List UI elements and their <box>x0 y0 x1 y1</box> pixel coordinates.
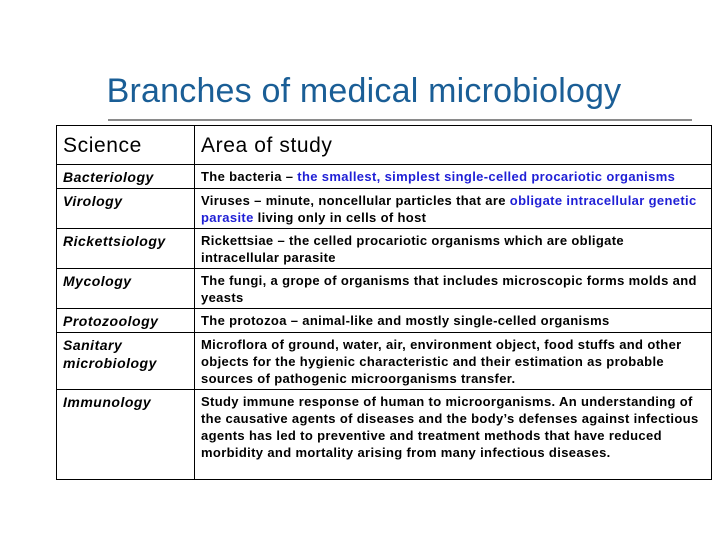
area-cell <box>195 189 712 229</box>
area-text: Viruses – minute, noncellular particles that are <box>201 193 510 208</box>
table-row <box>57 390 712 480</box>
header-science: Science <box>57 126 195 165</box>
table-row <box>57 229 712 269</box>
table-row <box>57 189 712 229</box>
area-highlight: obligate intracellular genetic parasite <box>201 193 697 225</box>
area-text: The bacteria – <box>201 169 298 184</box>
science-cell: Virology <box>57 189 195 229</box>
science-cell: Rickettsiology <box>57 229 195 269</box>
area-cell <box>195 390 712 480</box>
area-text: Study immune response of human to microorganisms. An understanding of the causative agents of diseases and the body’s defenses against infectious agents has led to preventive and treatment methods that have reduced morbidity and mortality arising from many infectious diseases. <box>201 394 699 460</box>
area-cell <box>195 229 712 269</box>
area-cell <box>195 309 712 333</box>
header-area-of-study: Area of study <box>195 126 712 165</box>
branches-table <box>56 125 712 480</box>
area-cell <box>195 333 712 390</box>
table-row <box>57 333 712 390</box>
area-text: Rickettsiae – the celled procariotic organisms which are obligate intracellular parasite <box>201 233 624 265</box>
table-row <box>57 165 712 189</box>
page-title: Branches of medical microbiology <box>106 72 622 110</box>
science-cell: Bacteriology <box>57 165 195 189</box>
table-row <box>57 309 712 333</box>
area-clip <box>201 393 706 477</box>
area-text-rest: living only in cells of host <box>253 210 427 225</box>
title-divider <box>108 119 692 121</box>
area-cell <box>195 269 712 309</box>
area-text: Microflora of ground, water, air, environment object, food stuffs and other objects for the hygienic characteristic and their estimation as probable sources of pathogenic microorganisms transfer. <box>201 337 682 386</box>
area-cell <box>195 165 712 189</box>
table-row <box>57 269 712 309</box>
science-cell: Immunology <box>57 390 195 480</box>
area-text: The fungi, a grope of organisms that includes microscopic forms molds and yeasts <box>201 273 697 305</box>
area-text: The protozoa – animal-like and mostly single-celled organisms <box>201 313 610 328</box>
science-cell: Mycology <box>57 269 195 309</box>
table-header-row <box>57 126 712 165</box>
science-cell: Sanitary microbiology <box>57 333 195 390</box>
area-highlight: the smallest, simplest single-celled procariotic organisms <box>297 169 676 184</box>
science-cell: Protozoology <box>57 309 195 333</box>
